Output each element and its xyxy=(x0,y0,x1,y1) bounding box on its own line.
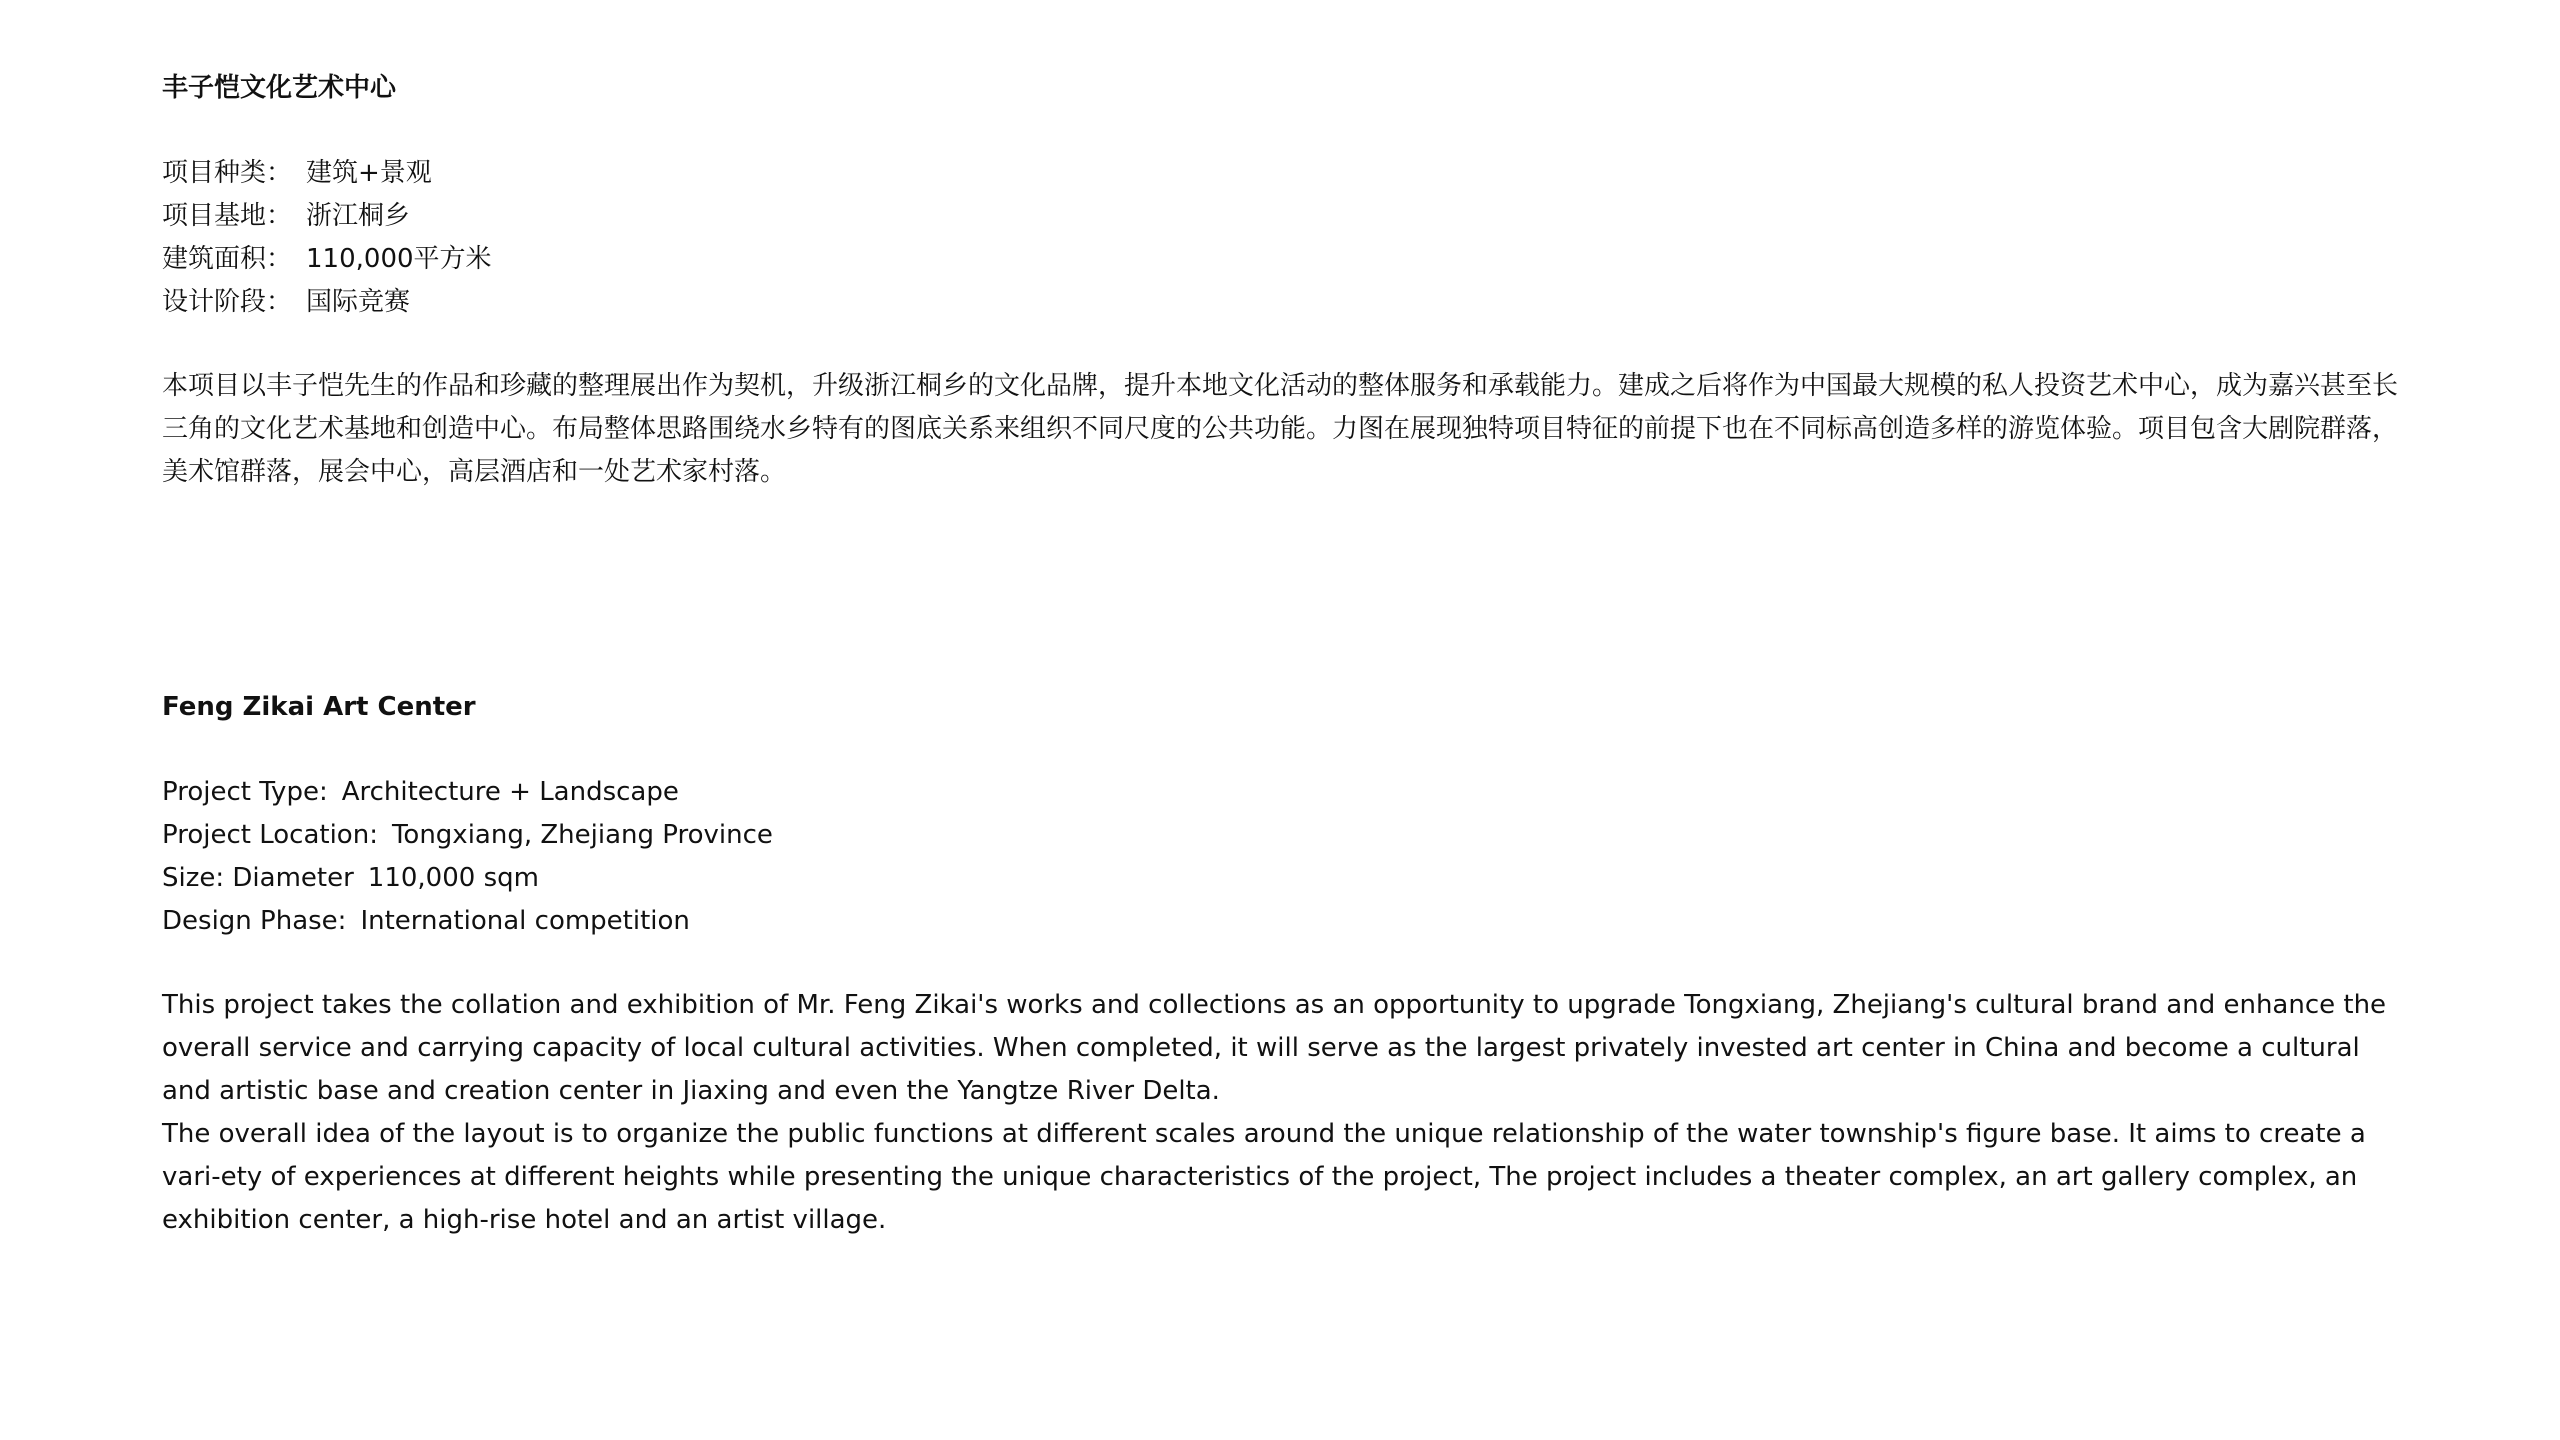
chinese-info-label: 项目种类： xyxy=(162,158,293,188)
document-page xyxy=(162,0,2412,1440)
english-info-value: International competition xyxy=(360,906,690,936)
chinese-info-value: 110,000平方米 xyxy=(306,244,492,274)
english-info-value: 110,000 sqm xyxy=(367,863,539,893)
chinese-info-label: 设计阶段： xyxy=(162,287,293,317)
chinese-info-row-location xyxy=(162,195,2412,238)
english-title: Feng Zikai Art Center xyxy=(162,692,476,722)
chinese-info-row-phase xyxy=(162,281,2412,324)
chinese-info-value: 浙江桐乡 xyxy=(306,201,411,231)
chinese-section xyxy=(162,68,2412,494)
english-info-value: Architecture + Landscape xyxy=(341,777,679,807)
chinese-info-label: 项目基地： xyxy=(162,201,293,231)
english-project-info xyxy=(162,771,2412,943)
chinese-description xyxy=(162,365,2412,494)
english-info-label: Project Location: xyxy=(162,820,378,850)
english-description-paragraph-1: This project takes the collation and exhibition of Mr. Feng Zikai's works and collections as an opportunity to upgrade Tongxiang, Zhejiang's cultural brand and enhance the overall service and carrying capacity of local cultural activities. When completed, it will serve as the largest privately invested art center in China and become a cultural and artistic base and creation center in Jiaxing and even the Yangtze River Delta. xyxy=(162,990,2387,1106)
chinese-info-value: 建筑+景观 xyxy=(306,158,432,188)
english-info-row-phase xyxy=(162,900,2412,943)
english-info-label: Size: Diameter xyxy=(162,863,354,893)
english-info-row-location xyxy=(162,814,2412,857)
english-info-label: Project Type: xyxy=(162,777,328,807)
english-section xyxy=(162,687,2412,1242)
english-description-paragraph-2: The overall idea of the layout is to organize the public functions at different scales around the unique relationship of the water township's figure base. It aims to create a vari-ety of experiences at different heights while presenting the unique characteristics of the project, The project includes a theater complex, an art gallery complex, an exhibition center, a high-rise hotel and an artist village. xyxy=(162,1119,2366,1235)
chinese-info-row-area xyxy=(162,238,2412,281)
chinese-description-paragraph: 本项目以丰子恺先生的作品和珍藏的整理展出作为契机，升级浙江桐乡的文化品牌，提升本地文化活动的整体服务和承载能力。建成之后将作为中国最大规模的私人投资艺术中心，成为嘉兴甚至长三角的文化艺术基地和创造中心。布局整体思路围绕水乡特有的图底关系来组织不同尺度的公共功能。力图在展现独特项目特征的前提下也在不同标高创造多样的游览体验。项目包含大剧院群落，美术馆群落，展会中心，高层酒店和一处艺术家村落。 xyxy=(162,371,2399,487)
english-description xyxy=(162,984,2412,1242)
english-info-value: Tongxiang, Zhejiang Province xyxy=(391,820,773,850)
chinese-info-label: 建筑面积： xyxy=(162,244,293,274)
english-info-label: Design Phase: xyxy=(162,906,347,936)
chinese-project-info xyxy=(162,152,2412,324)
english-info-row-type xyxy=(162,771,2412,814)
chinese-info-row-type xyxy=(162,152,2412,195)
english-info-row-size xyxy=(162,857,2412,900)
chinese-info-value: 国际竞赛 xyxy=(306,287,411,317)
chinese-title: 丰子恺文化艺术中心 xyxy=(162,73,397,103)
